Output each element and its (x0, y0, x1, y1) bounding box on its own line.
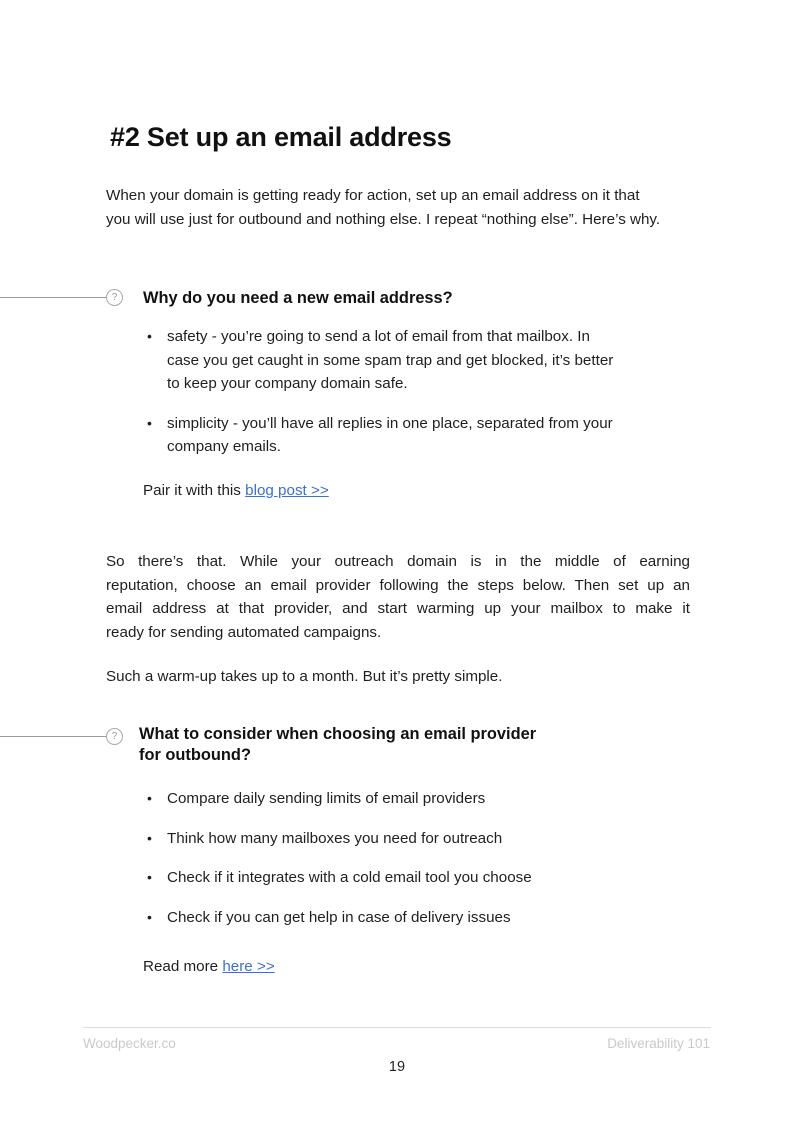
list-item (147, 412, 687, 459)
list-item: • Check if you can get help in case of delivery issues (147, 906, 687, 930)
read-more-link[interactable]: here >> (222, 958, 275, 975)
list-item: • Compare daily sending limits of email providers (147, 787, 687, 811)
section-divider-line (0, 736, 106, 737)
paragraph-line: So there’s that. While your outreach domain is in the middle of earning (106, 553, 690, 570)
section-title-line: What to consider when choosing an email provider (139, 725, 537, 743)
list-item (147, 325, 687, 396)
footer-divider (83, 1027, 711, 1028)
pair-it-label: Pair it with this (143, 482, 246, 499)
read-more-line (143, 955, 275, 979)
question-icon: ? (106, 728, 123, 745)
blog-post-link[interactable]: blog post >> (245, 482, 329, 499)
section-title-provider (139, 724, 536, 766)
paragraph-line: email address at that provider, and start warming up your mailbox to make it (106, 600, 690, 617)
intro-line: you will use just for outbound and nothing else. I repeat “nothing else”. Here’s why. (106, 210, 661, 228)
list-item: • Think how many mailboxes you need for outreach (147, 827, 687, 851)
warmup-note: Such a warm-up takes up to a month. But it’s pretty simple. (106, 668, 503, 685)
section-title-why: Why do you need a new email address? (143, 289, 453, 307)
section-divider-line (0, 297, 106, 298)
paragraph-line: ready for sending automated campaigns. (106, 623, 382, 641)
pair-it-line (143, 479, 329, 503)
section-title-line: for outbound? (139, 746, 251, 764)
paragraph-line: reputation, choose an email provider following the steps below. Then set up an (106, 576, 690, 594)
list-item-line: to keep your company domain safe. (167, 375, 408, 392)
list-item-line: company emails. (167, 438, 281, 455)
provider-checklist (147, 787, 687, 929)
question-icon: ? (106, 289, 123, 306)
read-more-label: Read more (143, 958, 223, 975)
middle-paragraph (106, 550, 690, 644)
list-item-line: • simplicity - you’ll have all replies in one place, separated from your (167, 414, 613, 432)
page-number: 19 (388, 1059, 406, 1075)
intro-paragraph (106, 184, 706, 231)
list-item-line: • safety - you’re going to send a lot of email from that mailbox. In (167, 328, 590, 345)
list-item-line: case you get caught in some spam trap and get blocked, it’s better (167, 351, 614, 369)
footer-doc-title: Deliverability 101 (607, 1036, 710, 1051)
footer-brand: Woodpecker.co (83, 1036, 176, 1051)
intro-line: When your domain is getting ready for action, set up an email address on it that (106, 187, 640, 204)
page-title: #2 Set up an email address (110, 122, 452, 152)
list-item: • Check if it integrates with a cold email tool you choose (147, 866, 687, 890)
why-list (147, 325, 687, 459)
